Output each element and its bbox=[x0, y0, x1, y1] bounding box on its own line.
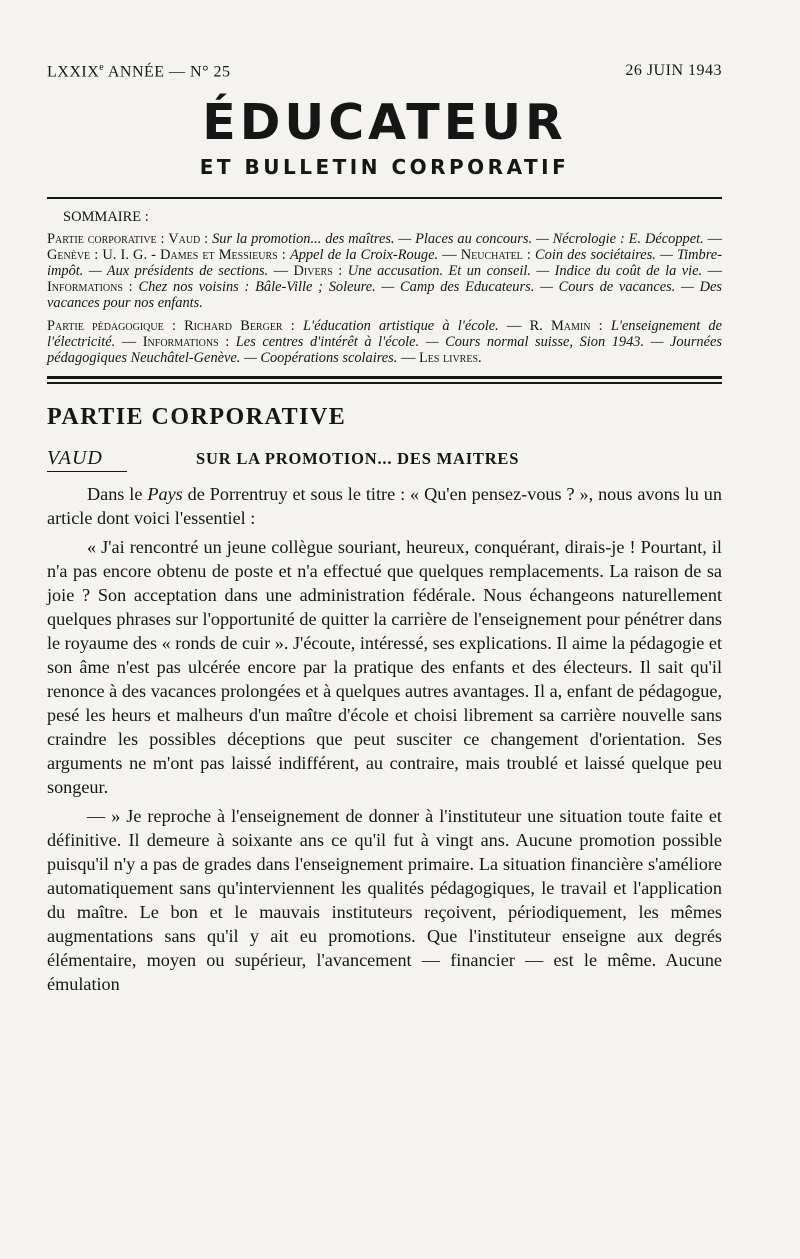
article-body bbox=[47, 482, 722, 996]
masthead-subtitle: ET BULLETIN CORPORATIF bbox=[199, 155, 570, 180]
canton-label: VAUD bbox=[47, 447, 127, 472]
issue-date: 26 JUIN 1943 bbox=[625, 62, 722, 79]
article-paragraph: Dans le Pays de Porrentruy et sous le titre : « Qu'en pensez-vous ? », nous avons lu un article dont voici l'essentiel : bbox=[47, 484, 722, 529]
article-paragraph: — » Je reproche à l'enseignement de donner à l'instituteur une situation toute faite et définitive. Il demeure à soixante ans ce qu'il fut à vingt ans. Aucune promotion possible puisqu'il n'y a pas de grades dans l'enseignement primaire. La situation financière s'améliore automatiquement sans qu'interviennent les qualités pédagogiques, le travail et l'application du maître. Le bon et le mauvais instituteurs reçoivent, périodiquement, les mêmes augmentations sans qu'il y ait eu promotions. Que l'instituteur enseigne aux degrés élémentaire, moyen ou supérieur, l'avancement — financier — est le même. Aucune émulation bbox=[47, 805, 722, 995]
issue-number: LXXIXe ANNÉE — N° 25 bbox=[47, 62, 231, 81]
journal-page bbox=[47, 62, 722, 1000]
header-divider bbox=[47, 197, 722, 199]
masthead-title: ÉDUCATEUR bbox=[202, 94, 567, 152]
toc-section-label: Partie pédagogique bbox=[47, 318, 164, 335]
toc-section-label: Partie corporative bbox=[47, 231, 157, 248]
part-title: PARTIE CORPORATIVE bbox=[47, 404, 347, 431]
toc-corporate-section: Partie corporative : Vaud : Sur la promotion... des maîtres. — Places au concours. — Nécrologie : E. Décoppet. — Genève : U. I. G. - Dames et Messieurs : Appel de la Croix-Rouge. — Neuchatel : Coin des sociétaires. — Timbre-impôt. — Aux présidents de sections. — Divers : Une accusation. Et un conseil. — Indice du coût de la vie. — Informations : Chez nos voisins : Bâle-Ville ; Soleure. — Camp des Educateurs. — Cours de vacances. — Des vacances pour nos enfants. bbox=[47, 231, 723, 312]
article-paragraph: « J'ai rencontré un jeune collègue souriant, heureux, conquérant, dirais-je ! Pourtant, il n'a pas encore obtenu de poste et n'a effectué que quelques remplacements. La raison de sa joie ? Son acceptation dans une administration fédérale. Nous échangeons naturellement quelques phrases sur l'opportunité de quitter la carrière de l'enseignement pour pénétrer dans le royaume des « ronds de cuir ». J'écoute, intéressé, ses explications. Il aime la pédagogie et son âme n'est pas ulcérée encore par la pratique des enfants et des électeurs. Il sait qu'il renonce à des vacances prolongées et à quelques autres avantages. Il a, enfant de pédagogue, pesé les heurs et malheurs d'un maître d'école et choisi librement sa carrière nouvelle sans craindre les possibles déceptions que peut susciter ce changement d'orientation. Ses arguments ne m'ont pas laissé indifférent, au contraire, mais troublé et laissé quelque peu songeur. bbox=[47, 536, 722, 798]
article-headline: SUR LA PROMOTION... DES MAITRES bbox=[196, 449, 520, 469]
section-divider bbox=[47, 376, 722, 384]
issue-header bbox=[47, 62, 722, 81]
toc-title: SOMMAIRE : bbox=[63, 209, 149, 226]
article-heading bbox=[47, 447, 722, 472]
table-of-contents bbox=[47, 209, 722, 366]
toc-pedagogic-section: Partie pédagogique : Richard Berger : L'éducation artistique à l'école. — R. Mamin : L'enseignement de l'électricité. — Informations : Les centres d'intérêt à l'école. — Cours normal suisse, Sion 1943. — Journées pédagogiques Neuchâtel-Genève. — Coopérations scolaires. — Les livres. bbox=[47, 318, 722, 367]
